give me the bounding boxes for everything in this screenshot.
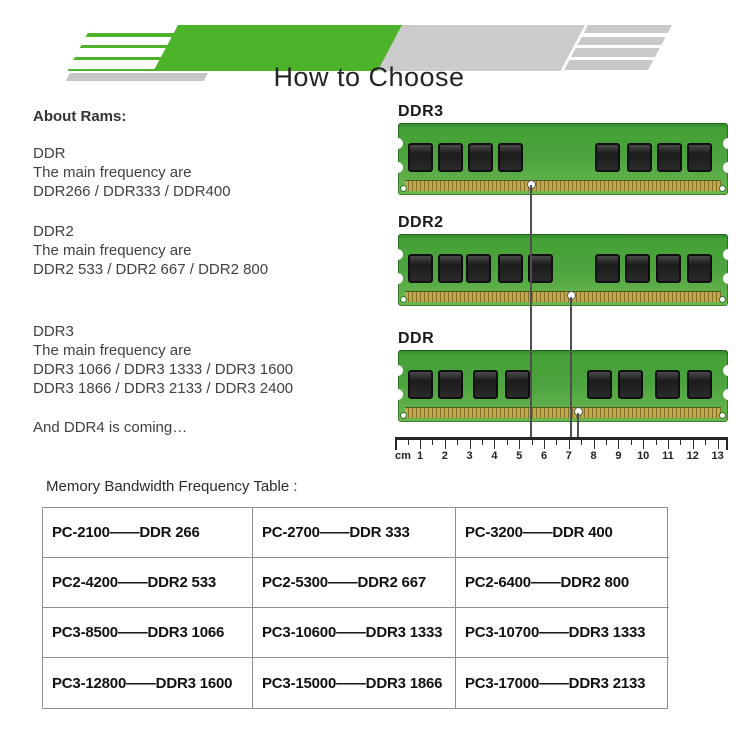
banner-gray-stripe [571, 48, 660, 57]
banner-white-stripe [88, 25, 178, 33]
about-line: DDR266 / DDR333 / DDR400 [33, 183, 231, 200]
ruler-end-cap [395, 437, 397, 450]
module-ddr [398, 330, 728, 422]
ruler-major-tick [445, 440, 446, 449]
module-ddr3 [398, 103, 728, 195]
ruler-minor-tick [457, 440, 458, 445]
table-cell: PC3-8500——DDR3 1066 [43, 608, 253, 658]
ruler-label: 6 [540, 450, 548, 462]
ruler-label: 13 [711, 450, 724, 462]
ruler-major-tick [420, 440, 421, 449]
table-cell: PC3-10600——DDR3 1333 [253, 608, 456, 658]
memory-chip [498, 254, 523, 283]
module-label: DDR2 [398, 214, 444, 231]
ruler-label: 11 [662, 450, 674, 462]
notch-guide-line-ddr2 [570, 297, 572, 437]
memory-chip [408, 370, 433, 399]
banner-white-stripe [69, 60, 160, 69]
ruler-label: 12 [686, 450, 699, 462]
ruler-label: 5 [516, 450, 523, 462]
notch-guide-line-ddr3 [530, 185, 532, 437]
table-title: Memory Bandwidth Frequency Table : [46, 478, 298, 495]
ruler-minor-tick [631, 440, 632, 445]
table-cell: PC3-10700——DDR3 1333 [456, 608, 669, 658]
ruler-major-tick [569, 440, 570, 449]
banner-white-stripe [81, 37, 171, 45]
banner-gray-stripe [577, 37, 665, 45]
ruler-major-tick [643, 440, 644, 449]
ruler-major-tick [519, 440, 520, 449]
table-cell: PC2-5300——DDR2 667 [253, 558, 456, 608]
table-cell: PC2-4200——DDR2 533 [43, 558, 253, 608]
banner-gray-stripe [564, 60, 653, 70]
mount-hole [719, 185, 726, 192]
about-line: DDR3 [33, 323, 74, 340]
mount-hole [400, 412, 407, 419]
ruler-minor-tick [507, 440, 508, 445]
table-cell: PC-2100——DDR 266 [43, 508, 253, 558]
about-line: DDR [33, 145, 66, 162]
gold-contacts [405, 407, 721, 418]
module-label: DDR3 [398, 103, 444, 120]
memory-chip [498, 143, 523, 172]
ram-stick [398, 234, 728, 306]
about-ddr [33, 144, 231, 201]
clip-notch [392, 162, 403, 173]
page-title: How to Choose [273, 62, 465, 92]
about-line: The main frequency are [33, 242, 192, 259]
ruler-minor-tick [432, 440, 433, 445]
clip-notch [723, 162, 734, 173]
ruler-label: cm [395, 450, 411, 462]
ruler-major-tick [494, 440, 495, 449]
ram-stick [398, 123, 728, 195]
ruler-major-tick [594, 440, 595, 449]
memory-chip [627, 143, 652, 172]
clip-notch [723, 389, 734, 400]
ruler-minor-tick [408, 440, 409, 445]
frequency-table [42, 507, 668, 709]
ruler-label: 10 [637, 450, 650, 462]
ruler-minor-tick [656, 440, 657, 445]
ruler-major-tick [470, 440, 471, 449]
ruler-major-tick [718, 440, 719, 449]
clip-notch [392, 273, 403, 284]
ruler-label: 9 [615, 450, 622, 462]
ruler-label: 8 [590, 450, 597, 462]
table-cell: PC-2700——DDR 333 [253, 508, 456, 558]
memory-chip [687, 143, 712, 172]
table-cell: PC3-15000——DDR3 1866 [253, 658, 456, 708]
memory-chip [595, 254, 620, 283]
ruler-label: 3 [466, 450, 473, 462]
about-line: DDR3 1066 / DDR3 1333 / DDR3 1600 [33, 361, 294, 378]
memory-chip [625, 254, 650, 283]
clip-notch [723, 273, 734, 284]
about-line: The main frequency are [33, 342, 192, 359]
mount-hole [719, 412, 726, 419]
memory-chip [408, 143, 433, 172]
memory-chip [656, 254, 681, 283]
ruler-major-tick [668, 440, 669, 449]
header-banner [0, 25, 750, 92]
ruler-minor-tick [705, 440, 706, 445]
banner-shadow-stripe [66, 73, 208, 81]
ruler-minor-tick [581, 440, 582, 445]
memory-chip [657, 143, 682, 172]
memory-chip [408, 254, 433, 283]
table-cell: PC-3200——DDR 400 [456, 508, 669, 558]
memory-chip [438, 254, 463, 283]
memory-chip [466, 254, 491, 283]
ruler-label: 2 [441, 450, 448, 462]
memory-chip [687, 370, 712, 399]
mount-hole [719, 296, 726, 303]
ruler-minor-tick [532, 440, 533, 445]
ruler-label: 4 [491, 450, 498, 462]
clip-notch [392, 249, 403, 260]
memory-chip [618, 370, 643, 399]
ruler [395, 437, 728, 465]
about-line: DDR2 533 / DDR2 667 / DDR2 800 [33, 261, 269, 278]
ruler-end-cap [726, 437, 728, 450]
memory-chip [473, 370, 498, 399]
memory-chip [595, 143, 620, 172]
notch-guide-line-ddr [577, 413, 579, 437]
ruler-major-tick [693, 440, 694, 449]
about-heading: About Rams: [33, 108, 127, 125]
clip-notch [723, 365, 734, 376]
banner-gray-stripe [584, 25, 672, 33]
ruler-major-tick [618, 440, 619, 449]
mount-hole [400, 296, 407, 303]
about-footnote: And DDR4 is coming… [33, 419, 188, 436]
clip-notch [723, 249, 734, 260]
ruler-minor-tick [606, 440, 607, 445]
ruler-minor-tick [556, 440, 557, 445]
about-ddr2 [33, 222, 268, 279]
ruler-minor-tick [482, 440, 483, 445]
memory-chip [438, 143, 463, 172]
ruler-label: 7 [565, 450, 572, 462]
memory-chip [655, 370, 680, 399]
memory-chip [687, 254, 712, 283]
clip-notch [392, 138, 403, 149]
memory-chip [468, 143, 493, 172]
mount-hole [400, 185, 407, 192]
ruler-major-tick [544, 440, 545, 449]
table-cell: PC3-12800——DDR3 1600 [43, 658, 253, 708]
gold-contacts [405, 180, 721, 191]
memory-chip [587, 370, 612, 399]
ram-stick [398, 350, 728, 422]
clip-notch [392, 365, 403, 376]
banner-white-stripe [75, 48, 166, 57]
gold-contacts [405, 291, 721, 302]
clip-notch [723, 138, 734, 149]
clip-notch [392, 389, 403, 400]
module-ddr2 [398, 214, 728, 306]
about-line: The main frequency are [33, 164, 192, 181]
memory-chip [505, 370, 530, 399]
table-cell: PC2-6400——DDR2 800 [456, 558, 669, 608]
about-line: DDR2 [33, 223, 74, 240]
module-label: DDR [398, 330, 435, 347]
about-line: DDR3 1866 / DDR3 2133 / DDR3 2400 [33, 380, 294, 397]
memory-chip [438, 370, 463, 399]
ruler-label: 1 [416, 450, 424, 462]
table-cell: PC3-17000——DDR3 2133 [465, 674, 646, 692]
ruler-minor-tick [680, 440, 681, 445]
about-ddr3 [33, 322, 293, 398]
